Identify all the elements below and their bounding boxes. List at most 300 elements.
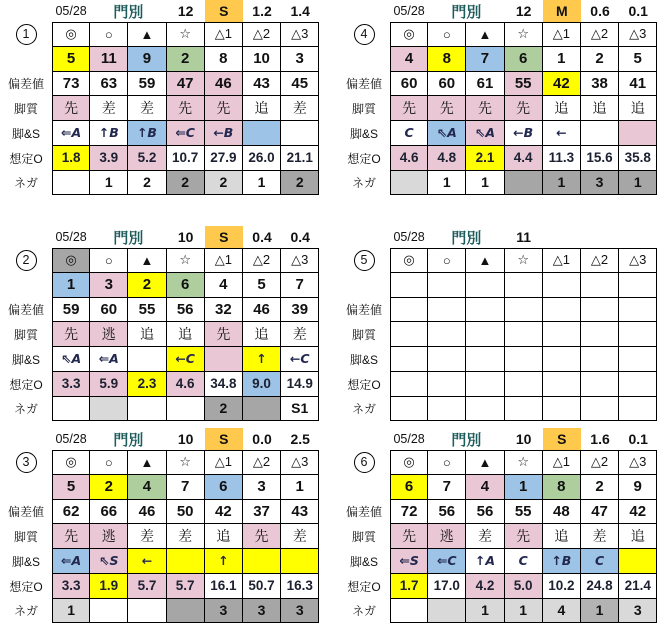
- race-table-1: [0, 0, 326, 195]
- dev-cell: 46: [243, 298, 281, 323]
- dev-cell: 42: [205, 500, 243, 525]
- legs-cell: [428, 347, 466, 372]
- mark-cell: △1: [205, 22, 243, 47]
- num-cell: 3: [281, 47, 319, 72]
- mark-cell: ☆: [167, 22, 205, 47]
- row-label-style: 脚質: [13, 328, 38, 343]
- header-v1: 0.4: [252, 229, 272, 245]
- legs-cell: ↑B: [543, 549, 581, 574]
- num-cell: [619, 273, 657, 298]
- nega-cell: [52, 171, 90, 196]
- header-cls: [543, 226, 581, 248]
- mark-cell: ☆: [505, 248, 543, 273]
- style-cell: 差: [90, 96, 128, 121]
- row-label-legs: 脚&S: [11, 126, 40, 141]
- mark-cell: ◎: [390, 450, 428, 475]
- row-label-style: 脚質: [13, 530, 38, 545]
- legs-cell: C: [505, 549, 543, 574]
- nega-cell: [543, 397, 581, 422]
- header-v1: 1.2: [252, 3, 272, 19]
- nega-cell: [52, 397, 90, 422]
- legs-cell: ↑: [243, 347, 281, 372]
- race-table-6: [338, 428, 663, 623]
- header-race: 12: [515, 3, 532, 19]
- legs-cell: ←: [128, 549, 166, 574]
- nega-cell: 3: [581, 171, 619, 196]
- header-date: 05/28: [55, 432, 87, 446]
- style-cell: [505, 322, 543, 347]
- legs-cell: [581, 121, 619, 146]
- num-cell: 7: [428, 475, 466, 500]
- style-cell: 逃: [90, 322, 128, 347]
- style-cell: 先: [243, 524, 281, 549]
- nega-cell: 1: [466, 171, 504, 196]
- odds-cell: 16.3: [281, 574, 319, 599]
- row-label-odds: 想定O: [9, 377, 43, 392]
- odds-cell: 3.3: [52, 372, 90, 397]
- num-cell: 1: [505, 475, 543, 500]
- header-track: 門別: [451, 431, 482, 449]
- row-label-legs: 脚&S: [11, 554, 40, 569]
- mark-cell: ▲: [466, 450, 504, 475]
- dev-cell: 43: [281, 500, 319, 525]
- row-label-dev: 偏差値: [7, 505, 44, 520]
- row-label-legs: 脚&S: [349, 126, 378, 141]
- legs-cell: ←: [543, 121, 581, 146]
- odds-cell: 5.9: [90, 372, 128, 397]
- num-cell: [428, 273, 466, 298]
- num-cell: 1: [281, 475, 319, 500]
- style-cell: 差: [281, 322, 319, 347]
- nega-cell: 4: [543, 599, 581, 624]
- dev-cell: [543, 298, 581, 323]
- nega-cell: [90, 599, 128, 624]
- row-label-nega: ネガ: [13, 604, 38, 619]
- header-track: 門別: [113, 3, 144, 21]
- row-label-dev: 偏差値: [345, 505, 382, 520]
- row-label-nega: ネガ: [351, 402, 376, 417]
- nega-cell: [390, 599, 428, 624]
- dev-cell: 60: [390, 72, 428, 97]
- header-v2: 1.4: [290, 3, 310, 19]
- legs-cell: ←B: [505, 121, 543, 146]
- table-number-badge: [338, 450, 390, 475]
- nega-cell: [243, 397, 281, 422]
- odds-cell: [390, 372, 428, 397]
- dev-cell: 63: [90, 72, 128, 97]
- nega-cell: 3: [243, 599, 281, 624]
- table-number: 1: [16, 24, 37, 45]
- header-cls: S: [205, 0, 243, 22]
- num-cell: 8: [543, 475, 581, 500]
- odds-cell: 4.8: [428, 146, 466, 171]
- mark-cell: ▲: [466, 248, 504, 273]
- header-v2: 0.4: [290, 229, 310, 245]
- mark-cell: △1: [205, 450, 243, 475]
- dev-cell: 55: [505, 72, 543, 97]
- num-cell: 4: [390, 47, 428, 72]
- mark-cell: △3: [619, 22, 657, 47]
- mark-cell: ◎: [52, 22, 90, 47]
- legs-cell: ⇐A: [52, 549, 90, 574]
- header-v1: [581, 226, 619, 248]
- odds-cell: 4.4: [505, 146, 543, 171]
- dev-cell: 32: [205, 298, 243, 323]
- nega-cell: [167, 599, 205, 624]
- legs-cell: [243, 121, 281, 146]
- mark-cell: △1: [543, 22, 581, 47]
- header-v1: 1.6: [590, 431, 610, 447]
- header-date: 05/28: [393, 432, 425, 446]
- nega-cell: 1: [52, 599, 90, 624]
- nega-cell: 1: [466, 599, 504, 624]
- style-cell: 追: [128, 322, 166, 347]
- style-cell: 差: [281, 96, 319, 121]
- dev-cell: 72: [390, 500, 428, 525]
- header-v2: [619, 226, 657, 248]
- odds-cell: 2.1: [466, 146, 504, 171]
- style-cell: 差: [128, 96, 166, 121]
- odds-cell: 4.6: [167, 372, 205, 397]
- row-label-odds: 想定O: [347, 151, 381, 166]
- race-table-5: [338, 226, 663, 421]
- table-number: 5: [354, 250, 375, 271]
- style-cell: 先: [505, 96, 543, 121]
- odds-cell: 4.2: [466, 574, 504, 599]
- odds-cell: 1.8: [52, 146, 90, 171]
- num-cell: 2: [128, 273, 166, 298]
- odds-cell: 5.2: [128, 146, 166, 171]
- row-label-dev: 偏差値: [345, 77, 382, 92]
- num-cell: 6: [390, 475, 428, 500]
- header-v2: 2.5: [290, 431, 310, 447]
- nega-cell: 1: [619, 171, 657, 196]
- style-cell: [466, 322, 504, 347]
- mark-cell: ◎: [52, 248, 90, 273]
- mark-cell: ○: [90, 450, 128, 475]
- dev-cell: 73: [52, 72, 90, 97]
- mark-cell: △3: [281, 450, 319, 475]
- dev-cell: 48: [543, 500, 581, 525]
- num-cell: 8: [428, 47, 466, 72]
- style-cell: 追: [243, 96, 281, 121]
- odds-cell: 10.7: [167, 146, 205, 171]
- style-cell: 先: [52, 322, 90, 347]
- row-label-odds: 想定O: [347, 579, 381, 594]
- nega-cell: 1: [581, 599, 619, 624]
- nega-cell: [619, 397, 657, 422]
- legs-cell: ↑B: [90, 121, 128, 146]
- legs-cell: [619, 347, 657, 372]
- odds-cell: 1.9: [90, 574, 128, 599]
- legs-cell: ⇐A: [90, 347, 128, 372]
- odds-cell: 21.4: [619, 574, 657, 599]
- dev-cell: 56: [167, 298, 205, 323]
- legs-cell: [581, 347, 619, 372]
- style-cell: 先: [390, 96, 428, 121]
- style-cell: 差: [581, 524, 619, 549]
- odds-cell: [428, 372, 466, 397]
- style-cell: 追: [543, 96, 581, 121]
- nega-cell: 3: [281, 599, 319, 624]
- mark-cell: ○: [90, 248, 128, 273]
- nega-cell: 3: [205, 599, 243, 624]
- style-cell: 先: [390, 524, 428, 549]
- dev-cell: 41: [619, 72, 657, 97]
- mark-cell: △3: [619, 248, 657, 273]
- num-cell: [581, 273, 619, 298]
- header-race: 10: [515, 431, 532, 447]
- num-cell: 6: [167, 273, 205, 298]
- style-cell: 先: [167, 96, 205, 121]
- header-cls: S: [543, 428, 581, 450]
- nega-cell: 1: [243, 171, 281, 196]
- legs-cell: [243, 549, 281, 574]
- style-cell: 先: [505, 524, 543, 549]
- dev-cell: 56: [466, 500, 504, 525]
- num-cell: 8: [205, 47, 243, 72]
- nega-cell: 2: [128, 171, 166, 196]
- style-cell: 先: [428, 96, 466, 121]
- nega-cell: [128, 599, 166, 624]
- header-date: 05/28: [55, 4, 87, 18]
- odds-cell: 14.9: [281, 372, 319, 397]
- odds-cell: 16.1: [205, 574, 243, 599]
- dev-cell: 66: [90, 500, 128, 525]
- mark-cell: △1: [543, 248, 581, 273]
- mark-cell: ◎: [390, 248, 428, 273]
- style-cell: 先: [205, 96, 243, 121]
- odds-cell: 9.0: [243, 372, 281, 397]
- dev-cell: 47: [167, 72, 205, 97]
- mark-cell: ▲: [466, 22, 504, 47]
- legs-cell: ⇖S: [90, 549, 128, 574]
- header-race: 11: [516, 229, 532, 245]
- table-number: 6: [354, 452, 375, 473]
- mark-cell: △3: [281, 248, 319, 273]
- odds-cell: 5.7: [167, 574, 205, 599]
- style-cell: 追: [581, 96, 619, 121]
- num-cell: 2: [167, 47, 205, 72]
- nega-cell: [505, 171, 543, 196]
- row-label-odds: 想定O: [347, 377, 381, 392]
- num-cell: 3: [90, 273, 128, 298]
- race-table-3: [0, 428, 326, 623]
- header-v2: 0.1: [628, 431, 648, 447]
- legs-cell: [167, 549, 205, 574]
- dev-cell: 55: [128, 298, 166, 323]
- style-cell: 先: [466, 96, 504, 121]
- dev-cell: 46: [205, 72, 243, 97]
- odds-cell: 3.3: [52, 574, 90, 599]
- legs-cell: ↑B: [128, 121, 166, 146]
- nega-cell: [428, 397, 466, 422]
- mark-cell: △3: [619, 450, 657, 475]
- race-table-4: [338, 0, 663, 195]
- nega-cell: 2: [167, 171, 205, 196]
- row-label-nega: ネガ: [13, 176, 38, 191]
- dev-cell: [505, 298, 543, 323]
- nega-cell: 2: [205, 171, 243, 196]
- legs-cell: ←C: [167, 347, 205, 372]
- style-cell: 先: [52, 524, 90, 549]
- row-label-nega: ネガ: [351, 604, 376, 619]
- odds-cell: 5.0: [505, 574, 543, 599]
- dev-cell: 59: [128, 72, 166, 97]
- style-cell: [390, 322, 428, 347]
- table-number-badge: [338, 22, 390, 47]
- legs-cell: [205, 347, 243, 372]
- table-number-badge: [0, 450, 52, 475]
- nega-cell: [90, 397, 128, 422]
- header-v1: 0.0: [252, 431, 272, 447]
- num-cell: 4: [128, 475, 166, 500]
- table-number: 4: [354, 24, 375, 45]
- odds-cell: [543, 372, 581, 397]
- legs-cell: C: [581, 549, 619, 574]
- num-cell: [543, 273, 581, 298]
- style-cell: 先: [52, 96, 90, 121]
- row-label-odds: 想定O: [9, 151, 43, 166]
- nega-cell: 1: [90, 171, 128, 196]
- odds-cell: [466, 372, 504, 397]
- header-race: 10: [177, 431, 194, 447]
- odds-cell: [505, 372, 543, 397]
- mark-cell: △2: [581, 248, 619, 273]
- nega-cell: [428, 599, 466, 624]
- mark-cell: ☆: [167, 450, 205, 475]
- style-cell: 追: [619, 96, 657, 121]
- odds-cell: 34.8: [205, 372, 243, 397]
- mark-cell: ▲: [128, 450, 166, 475]
- legs-cell: [505, 347, 543, 372]
- legs-cell: ⇐A: [52, 121, 90, 146]
- header-cls: S: [205, 226, 243, 248]
- row-label-nega: ネガ: [351, 176, 376, 191]
- table-number-badge: [0, 22, 52, 47]
- odds-cell: 17.0: [428, 574, 466, 599]
- odds-cell: 10.2: [543, 574, 581, 599]
- odds-cell: 2.3: [128, 372, 166, 397]
- table-number-badge: [0, 248, 52, 273]
- mark-cell: ▲: [128, 248, 166, 273]
- dev-cell: 60: [90, 298, 128, 323]
- row-label-style: 脚質: [351, 530, 376, 545]
- row-label-dev: 偏差値: [7, 77, 44, 92]
- legs-cell: ⇖A: [52, 347, 90, 372]
- num-cell: 5: [52, 47, 90, 72]
- row-label-legs: 脚&S: [11, 352, 40, 367]
- header-cls: M: [543, 0, 581, 22]
- legs-cell: ⇐C: [167, 121, 205, 146]
- num-cell: 3: [243, 475, 281, 500]
- table-number: 3: [16, 452, 37, 473]
- dev-cell: 39: [281, 298, 319, 323]
- num-cell: 11: [90, 47, 128, 72]
- dev-cell: 46: [128, 500, 166, 525]
- dev-cell: 61: [466, 72, 504, 97]
- legs-cell: ⇖A: [428, 121, 466, 146]
- odds-cell: 26.0: [243, 146, 281, 171]
- style-cell: [581, 322, 619, 347]
- mark-cell: ☆: [505, 22, 543, 47]
- style-cell: 追: [619, 524, 657, 549]
- mark-cell: ◎: [52, 450, 90, 475]
- odds-cell: 3.9: [90, 146, 128, 171]
- nega-cell: [581, 397, 619, 422]
- mark-cell: △2: [243, 248, 281, 273]
- style-cell: 差: [167, 524, 205, 549]
- legs-cell: ⇖A: [466, 121, 504, 146]
- table-number-badge: [338, 248, 390, 273]
- mark-cell: ☆: [167, 248, 205, 273]
- header-race: 10: [177, 229, 194, 245]
- nega-cell: [390, 397, 428, 422]
- nega-cell: [466, 397, 504, 422]
- mark-cell: △2: [243, 22, 281, 47]
- nega-cell: 2: [205, 397, 243, 422]
- legs-cell: ⇐C: [428, 549, 466, 574]
- odds-cell: 21.1: [281, 146, 319, 171]
- num-cell: 7: [281, 273, 319, 298]
- dev-cell: 60: [428, 72, 466, 97]
- style-cell: 追: [205, 524, 243, 549]
- mark-cell: △1: [205, 248, 243, 273]
- nega-cell: 1: [428, 171, 466, 196]
- nega-cell: [128, 397, 166, 422]
- header-cls: S: [205, 428, 243, 450]
- legs-cell: [281, 549, 319, 574]
- dev-cell: 43: [243, 72, 281, 97]
- header-track: 門別: [451, 229, 482, 247]
- legs-cell: [128, 347, 166, 372]
- mark-cell: △3: [281, 22, 319, 47]
- dev-cell: [581, 298, 619, 323]
- dev-cell: 37: [243, 500, 281, 525]
- header-race: 12: [177, 3, 194, 19]
- legs-cell: [466, 347, 504, 372]
- header-date: 05/28: [393, 230, 425, 244]
- style-cell: 追: [167, 322, 205, 347]
- header-date: 05/28: [55, 230, 87, 244]
- odds-cell: 35.8: [619, 146, 657, 171]
- nega-cell: 2: [281, 171, 319, 196]
- odds-cell: 27.9: [205, 146, 243, 171]
- table-number: 2: [16, 250, 37, 271]
- dev-cell: [390, 298, 428, 323]
- mark-cell: △1: [543, 450, 581, 475]
- mark-cell: ○: [428, 248, 466, 273]
- legs-cell: ↑A: [466, 549, 504, 574]
- num-cell: 7: [167, 475, 205, 500]
- nega-cell: [167, 397, 205, 422]
- mark-cell: ◎: [390, 22, 428, 47]
- row-label-legs: 脚&S: [349, 554, 378, 569]
- odds-cell: 15.6: [581, 146, 619, 171]
- legs-cell: C: [390, 121, 428, 146]
- mark-cell: ○: [428, 22, 466, 47]
- style-cell: 追: [243, 322, 281, 347]
- dev-cell: [466, 298, 504, 323]
- style-cell: [543, 322, 581, 347]
- legs-cell: [281, 121, 319, 146]
- odds-cell: 5.7: [128, 574, 166, 599]
- header-track: 門別: [451, 3, 482, 21]
- num-cell: 1: [52, 273, 90, 298]
- odds-cell: [581, 372, 619, 397]
- style-cell: 差: [281, 524, 319, 549]
- dev-cell: 42: [543, 72, 581, 97]
